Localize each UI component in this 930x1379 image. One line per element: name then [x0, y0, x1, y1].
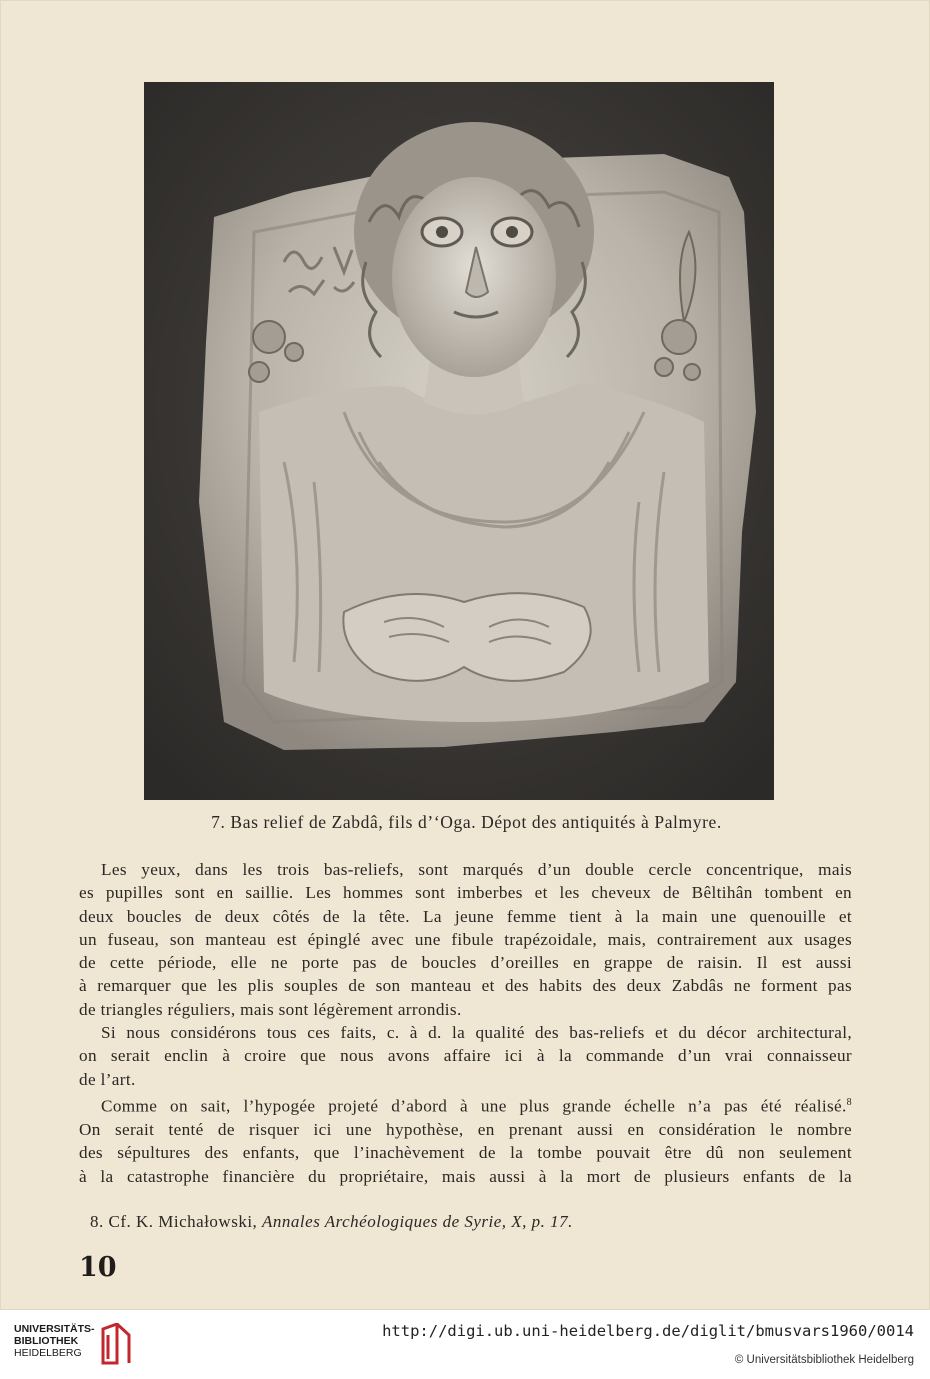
text-line: de cette période, elle ne porte pas de boucles d’oreilles en grappe de raisin. Il est aussi: [79, 953, 852, 973]
text-line: un fuseau, son manteau est épinglé avec une fibule trapézoidale, mais, contrairement aux usages: [79, 929, 852, 949]
library-logo[interactable]: [14, 1323, 133, 1365]
copyright-notice: © Universitätsbibliothek Heidelberg: [734, 1354, 914, 1366]
text-line: es pupilles sont en saillie. Les hommes sont imberbes et les cheveux de Bêltihân tombent en: [79, 883, 852, 903]
paragraph-2: [79, 1021, 852, 1091]
footnote-author: Cf. K. Michałowski,: [108, 1212, 258, 1231]
text-line: on serait enclin à croire que nous avons affaire ici à la commande d’un vrai connaisseur: [79, 1046, 852, 1066]
footnote-number: 8.: [90, 1212, 104, 1231]
bas-relief-illustration: [144, 82, 774, 800]
text-line: [79, 1091, 852, 1118]
footnote-title: Annales Archéologiques de Syrie, X, p. 17.: [262, 1212, 573, 1231]
text-line: On serait tenté de risquer ici une hypothèse, en prenant aussi en considération le nombre: [79, 1120, 852, 1139]
logo-line: UNIVERSITÄTS-: [14, 1323, 95, 1335]
text-line: de triangles réguliers, mais sont légèrement arrondis.: [79, 999, 462, 1019]
logo-line: HEIDELBERG: [14, 1347, 82, 1359]
text-line: Les yeux, dans les trois bas-reliefs, sont marqués d’un double cercle concentrique, mais: [101, 860, 852, 879]
text-line: Si nous considérons tous ces faits, c. à d. la qualité des bas-reliefs et du décor architectural,: [101, 1023, 852, 1043]
paragraph-3: [79, 1091, 852, 1188]
relief-photograph: [144, 82, 774, 800]
footnote-reference: 8: [846, 1096, 852, 1108]
figure-caption: 7. Bas relief de Zabdâ, fils d’‘Oga. Dépot des antiquités à Palmyre.: [211, 812, 722, 832]
paragraph-1: [79, 858, 852, 1021]
text-line-content: Comme on sait, l’hypogée projeté d’abord à une plus grande échelle n’a pas été réalisé.: [101, 1096, 847, 1116]
library-mark-icon: [99, 1323, 133, 1365]
text-line: deux boucles de deux côtés de la tête. La jeune femme tient à la main une quenouille et: [79, 906, 852, 926]
text-line: de l’art.: [79, 1069, 136, 1089]
digitization-footer: [0, 1310, 930, 1379]
logo-line: BIBLIOTHEK: [14, 1335, 79, 1347]
logo-text: [14, 1323, 95, 1359]
body-text: [79, 858, 852, 1188]
text-line: des sépultures des enfants, que l’inachèvement de la tombe pouvait être dû non seulement: [79, 1143, 852, 1163]
text-line: à remarquer que les plis souples de son manteau et des habits des deux Zabdâs ne forment pas: [79, 976, 852, 996]
footnote: [90, 1212, 573, 1232]
text-line: à la catastrophe financière du propriétaire, mais aussi à la mort de plusieurs enfants de la: [79, 1166, 852, 1186]
source-url-link[interactable]: http://digi.ub.uni-heidelberg.de/diglit/bmusvars1960/0014: [382, 1322, 914, 1340]
page-number: 10: [79, 1252, 117, 1283]
